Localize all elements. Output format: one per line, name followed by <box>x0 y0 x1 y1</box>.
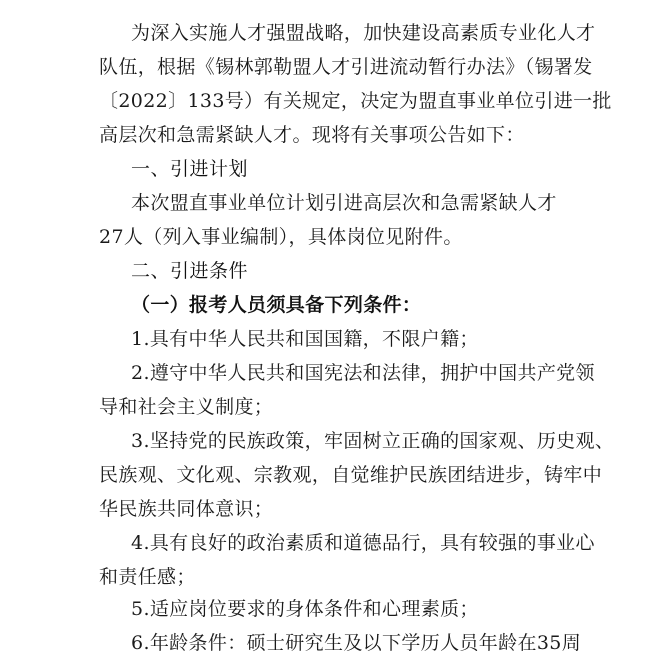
intro-line-2: 队伍，根据《锡林郭勒盟人才引进流动暂行办法》（锡署发 <box>99 56 593 78</box>
condition-item-6-line-1: 6.年龄条件：硕士研究生及以下学历人员年龄在35周 <box>131 632 582 654</box>
plan-line-1: 本次盟直事业单位计划引进高层次和急需紧缺人才 <box>131 192 557 214</box>
condition-item-4-line-2: 和责任感； <box>99 566 196 588</box>
condition-item-5: 5.适应岗位要求的身体条件和心理素质； <box>131 598 479 620</box>
condition-item-3-line-1: 3.坚持党的民族政策，牢固树立正确的国家观、历史观、 <box>131 430 615 452</box>
plan-line-2: 27人（列入事业编制），具体岗位见附件。 <box>99 226 463 248</box>
section-heading-conditions: 二、引进条件 <box>131 260 249 282</box>
intro-line-3: 〔2022〕133号）有关规定，决定为盟直事业单位引进一批 <box>99 90 612 112</box>
condition-item-2-line-1: 2.遵守中华人民共和国宪法和法律，拥护中国共产党领 <box>131 362 595 384</box>
condition-item-2-line-2: 导和社会主义制度； <box>99 396 274 418</box>
intro-line-1: 为深入实施人才强盟战略，加快建设高素质专业化人才 <box>131 22 596 44</box>
section-heading-plan: 一、引进计划 <box>131 158 249 180</box>
intro-line-4: 高层次和急需紧缺人才。现将有关事项公告如下： <box>99 124 525 146</box>
condition-item-3-line-2: 民族观、文化观、宗教观，自觉维护民族团结进步，铸牢中 <box>99 464 603 486</box>
condition-item-4-line-1: 4.具有良好的政治素质和道德品行，具有较强的事业心 <box>131 532 595 554</box>
condition-item-1: 1.具有中华人民共和国国籍，不限户籍； <box>131 328 479 350</box>
conditions-subheading: （一）报考人员须具备下列条件： <box>131 294 422 316</box>
condition-item-3-line-3: 华民族共同体意识； <box>99 498 274 520</box>
